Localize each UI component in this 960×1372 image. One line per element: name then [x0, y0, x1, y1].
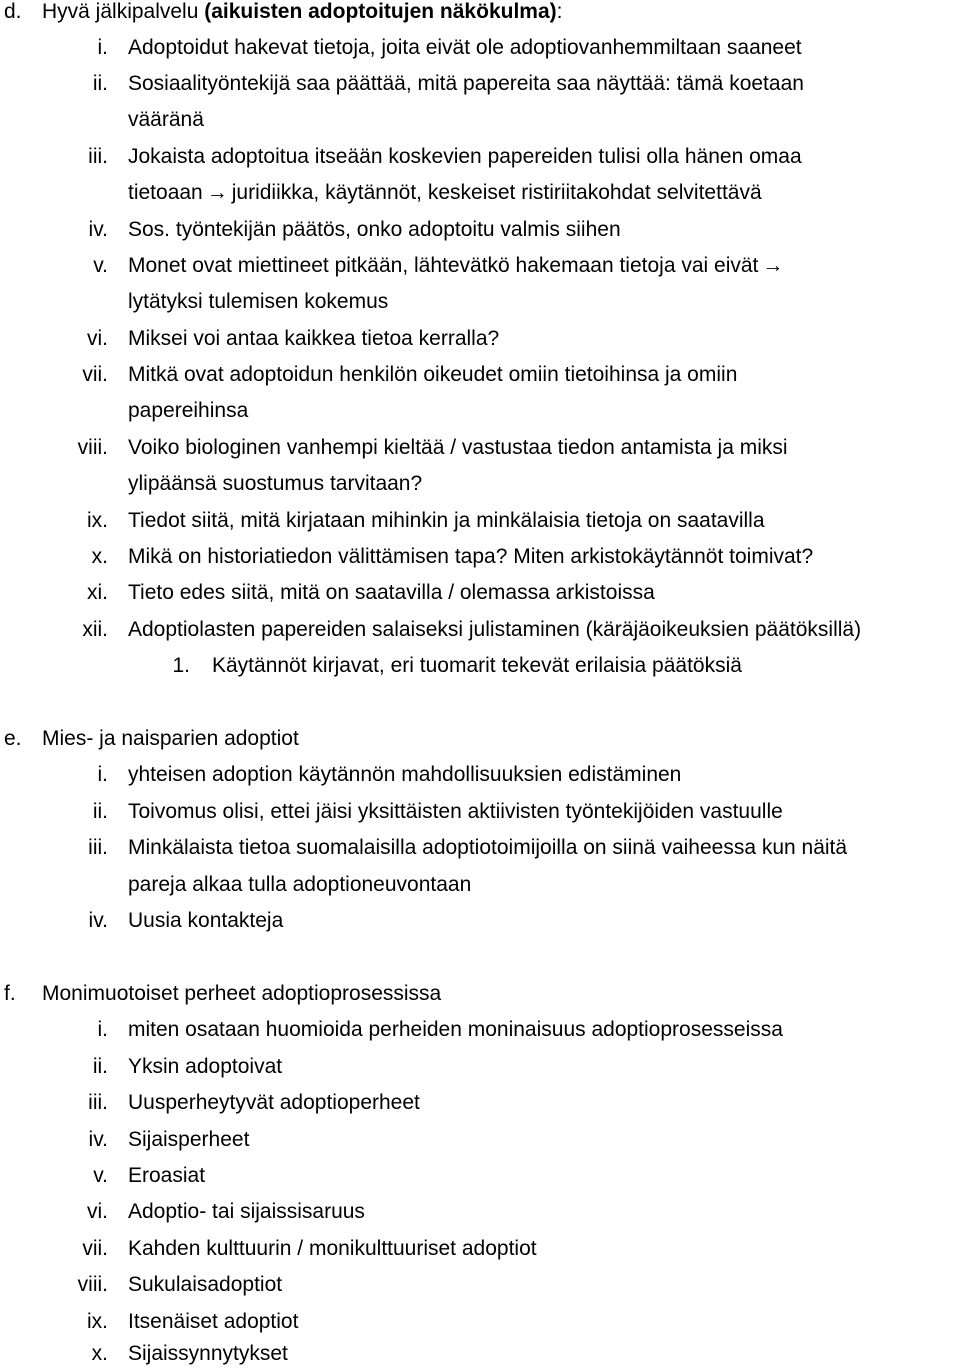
- list-item-text: Sos. työntekijän päätös, onko adoptoitu valmis siihen: [128, 218, 621, 241]
- section-d-heading: [0, 0, 960, 30]
- list-item-continuation: [0, 867, 960, 903]
- list-item: [0, 139, 960, 175]
- list-item-text: Kahden kulttuurin / monikulttuuriset adoptiot: [128, 1237, 537, 1260]
- list-item-text: Jokaista adoptoitua itseään koskevien papereiden tulisi olla hänen omaa: [128, 145, 802, 168]
- list-item-text: Tieto edes siitä, mitä on saatavilla / olemassa arkistoissa: [128, 581, 655, 604]
- list-item-text: Tiedot siitä, mitä kirjataan mihinkin ja minkälaisia tietoja on saatavilla: [128, 509, 765, 532]
- list-item-text: Mitkä ovat adoptoidun henkilön oikeudet omiin tietoihinsa ja omiin: [128, 363, 738, 386]
- list-marker: ii.: [92, 72, 108, 95]
- list-marker: vi.: [87, 1200, 108, 1223]
- list-item-text: Adoptio- tai sijaissisaruus: [128, 1200, 365, 1223]
- section-title: Monimuotoiset perheet adoptioprosessissa: [42, 982, 442, 1005]
- list-marker: i.: [97, 1018, 108, 1041]
- list-item-text: Mikä on historiatiedon välittämisen tapa? Miten arkistokäytännöt toimivat?: [128, 545, 814, 568]
- list-item-text: Adoptoidut hakevat tietoja, joita eivät ole adoptiovanhemmiltaan saaneet: [128, 36, 802, 59]
- list-marker: ii.: [92, 1055, 108, 1078]
- section-title: [42, 0, 562, 30]
- list-item-text: ylipäänsä suostumus tarvitaan?: [128, 472, 423, 495]
- list-marker: viii.: [77, 436, 108, 459]
- list-item-text: miten osataan huomioida perheiden moninaisuus adoptioprosesseissa: [128, 1018, 783, 1041]
- list-item: [0, 612, 960, 648]
- list-item: [0, 1336, 960, 1372]
- list-item-text: Adoptiolasten papereiden salaiseksi julistaminen (käräjäoikeuksien päätöksillä): [128, 618, 862, 641]
- list-item: [0, 430, 960, 466]
- list-item-text: Toivomus olisi, ettei jäisi yksittäisten aktiivisten työntekijöiden vastuulle: [128, 800, 783, 823]
- list-item: [0, 66, 960, 102]
- list-item: [0, 1194, 960, 1230]
- list-marker: iv.: [88, 1128, 108, 1151]
- list-item-text: Uusperheytyvät adoptioperheet: [128, 1091, 420, 1114]
- list-item: [0, 1012, 960, 1048]
- list-item-text: Yksin adoptoivat: [128, 1055, 283, 1078]
- list-item-text: Miksei voi antaa kaikkea tietoa kerralla?: [128, 327, 500, 350]
- section-title-tail: :: [556, 0, 563, 23]
- list-item-text: lytätyksi tulemisen kokemus: [128, 290, 389, 313]
- list-item-text: Sukulaisadoptiot: [128, 1273, 283, 1296]
- section-f-heading: [0, 976, 960, 1012]
- list-item-text: papereihinsa: [128, 399, 249, 422]
- list-item: [0, 757, 960, 793]
- list-item-text: Itsenäiset adoptiot: [128, 1310, 299, 1333]
- list-marker: x.: [91, 545, 108, 568]
- list-marker: xii.: [82, 618, 108, 641]
- list-item-text: [128, 175, 762, 211]
- list-marker: vii.: [82, 363, 108, 386]
- list-item-text: Voiko biologinen vanhempi kieltää / vastustaa tiedon antamista ja miksi: [128, 436, 788, 459]
- list-marker: ix.: [87, 509, 108, 532]
- list-marker: i.: [97, 36, 108, 59]
- list-item: [0, 794, 960, 830]
- list-item-continuation: [0, 175, 960, 211]
- list-marker: v.: [93, 254, 108, 277]
- list-item: [0, 1304, 960, 1340]
- list-item: [0, 830, 960, 866]
- section-marker: d.: [4, 0, 22, 23]
- list-item-continuation: [0, 393, 960, 429]
- list-item-text: Minkälaista tietoa suomalaisilla adoptiotoimijoilla on siinä vaiheessa kun näitä: [128, 836, 848, 859]
- list-item: [0, 575, 960, 611]
- list-marker: vii.: [82, 1237, 108, 1260]
- sub-list-item: [0, 648, 960, 684]
- list-item-text: Sijaissynnytykset: [128, 1342, 288, 1365]
- list-item-text: pareja alkaa tulla adoptioneuvontaan: [128, 873, 472, 896]
- list-item-text: yhteisen adoption käytännön mahdollisuuksien edistäminen: [128, 763, 682, 786]
- section-title-bold: (aikuisten adoptoitujen näkökulma): [204, 0, 557, 23]
- list-item-text: vääränä: [128, 108, 204, 131]
- list-marker: vi.: [87, 327, 108, 350]
- section-e-heading: [0, 721, 960, 757]
- list-item: [0, 1231, 960, 1267]
- list-item-text: Käytännöt kirjavat, eri tuomarit tekevät erilaisia päätöksiä: [212, 654, 742, 677]
- list-item-text: Uusia kontakteja: [128, 909, 284, 932]
- list-item-text-part: tietoaan: [128, 181, 203, 204]
- section-marker: f.: [4, 982, 16, 1005]
- list-item-text: Sosiaalityöntekijä saa päättää, mitä papereita saa näyttää: tämä koetaan: [128, 72, 804, 95]
- list-marker: ii.: [92, 800, 108, 823]
- list-item-text-part: juridiikka, käytännöt, keskeiset ristiriitakohdat selvitettävä: [231, 181, 762, 204]
- list-marker: v.: [93, 1164, 108, 1187]
- list-marker: iv.: [88, 909, 108, 932]
- list-marker: iii.: [88, 145, 108, 168]
- list-item-text: [128, 248, 787, 284]
- list-marker: x.: [91, 1342, 108, 1365]
- list-marker: iii.: [88, 836, 108, 859]
- list-item: [0, 321, 960, 357]
- list-marker: xi.: [87, 581, 108, 604]
- list-marker: viii.: [77, 1273, 108, 1296]
- list-item: [0, 903, 960, 939]
- list-item: [0, 1049, 960, 1085]
- list-item: [0, 248, 960, 284]
- list-marker: iii.: [88, 1091, 108, 1114]
- arrow-right-icon: →: [206, 181, 228, 204]
- list-marker: iv.: [88, 218, 108, 241]
- arrow-right-icon: →: [762, 254, 784, 277]
- list-item: [0, 30, 960, 66]
- list-item-text: Sijaisperheet: [128, 1128, 250, 1151]
- section-title: Mies- ja naisparien adoptiot: [42, 727, 299, 750]
- list-item-text: Eroasiat: [128, 1164, 206, 1187]
- list-item: [0, 212, 960, 248]
- list-marker: ix.: [87, 1310, 108, 1333]
- list-item-continuation: [0, 102, 960, 138]
- list-item: [0, 539, 960, 575]
- section-title-plain: Hyvä jälkipalvelu: [42, 0, 205, 23]
- list-item-continuation: [0, 466, 960, 502]
- list-item: [0, 1122, 960, 1158]
- section-marker: e.: [4, 727, 22, 750]
- list-item: [0, 1085, 960, 1121]
- list-item: [0, 1267, 960, 1303]
- list-item-continuation: [0, 284, 960, 320]
- list-item: [0, 503, 960, 539]
- list-item: [0, 1158, 960, 1194]
- list-item: [0, 357, 960, 393]
- list-marker: 1.: [172, 654, 190, 677]
- list-marker: i.: [97, 763, 108, 786]
- list-item-text-part: Monet ovat miettineet pitkään, lähtevätkö hakemaan tietoja vai eivät: [128, 254, 759, 277]
